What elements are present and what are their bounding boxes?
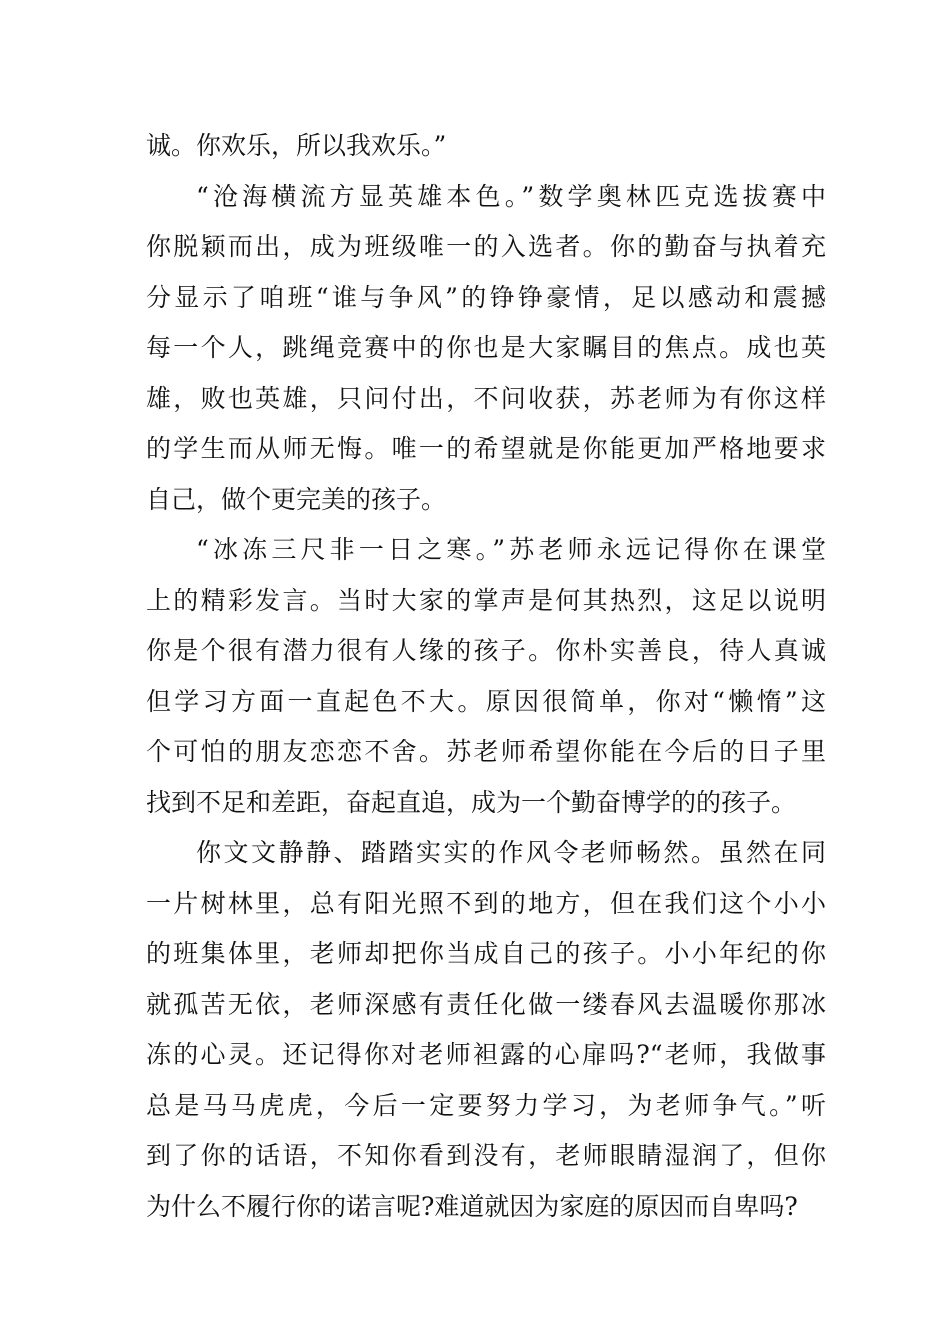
- text-line: 但学习方面一直起色不大。原因很简单，你对“懒惰”这: [146, 686, 826, 716]
- text-line: 雄，败也英雄，只问付出，不问收获，苏老师为有你这样: [146, 383, 826, 413]
- text-line: 诚。你欢乐，所以我欢乐。”: [146, 131, 447, 160]
- text-line: 一片树林里，总有阳光照不到的地方，但在我们这个小小: [146, 888, 826, 918]
- text-line: 就孤苦无依，老师深感有责任化做一缕春风去温暖你那冰: [146, 989, 826, 1019]
- text-line: 的班集体里，老师却把你当成自己的孩子。小小年纪的你: [146, 939, 826, 968]
- text-line: 个可怕的朋友恋恋不舍。苏老师希望你能在今后的日子里: [146, 737, 826, 766]
- text-line: 你脱颖而出，成为班级唯一的入选者。你的勤奋与执着充: [146, 232, 826, 261]
- text-line: 上的精彩发言。当时大家的掌声是何其热烈，这足以说明: [146, 585, 826, 615]
- text-line: 为什么不履行你的诺言呢?难道就因为家庭的原因而自卑吗?: [146, 1191, 798, 1221]
- text-line: 你文文静静、踏踏实实的作风令老师畅然。虽然在同: [196, 838, 826, 867]
- text-line: 自己，做个更完美的孩子。: [146, 484, 447, 514]
- text-line: 总是马马虎虎，今后一定要努力学习，为老师争气。”听: [146, 1090, 826, 1120]
- text-line: “沧海横流方显英雄本色。”数学奥林匹克选拔赛中: [196, 181, 826, 211]
- text-line: 找到不足和差距，奋起直追，成为一个勤奋博学的的孩子。: [146, 787, 797, 817]
- text-line: 分显示了咱班“谁与争风”的铮铮豪情，足以感动和震撼: [146, 282, 826, 312]
- text-line: 每一个人，跳绳竞赛中的你也是大家瞩目的焦点。成也英: [146, 333, 826, 362]
- text-line: 你是个很有潜力很有人缘的孩子。你朴实善良，待人真诚: [146, 636, 826, 665]
- text-line: “冰冻三尺非一日之寒。”苏老师永远记得你在课堂: [196, 535, 826, 564]
- text-line: 的学生而从师无悔。唯一的希望就是你能更加严格地要求: [146, 434, 826, 463]
- body-text: [146, 121, 826, 1232]
- text-line: 冻的心灵。还记得你对老师袒露的心扉吗?“老师，我做事: [146, 1040, 826, 1069]
- text-line: 到了你的话语，不知你看到没有，老师眼睛湿润了，但你: [146, 1141, 826, 1170]
